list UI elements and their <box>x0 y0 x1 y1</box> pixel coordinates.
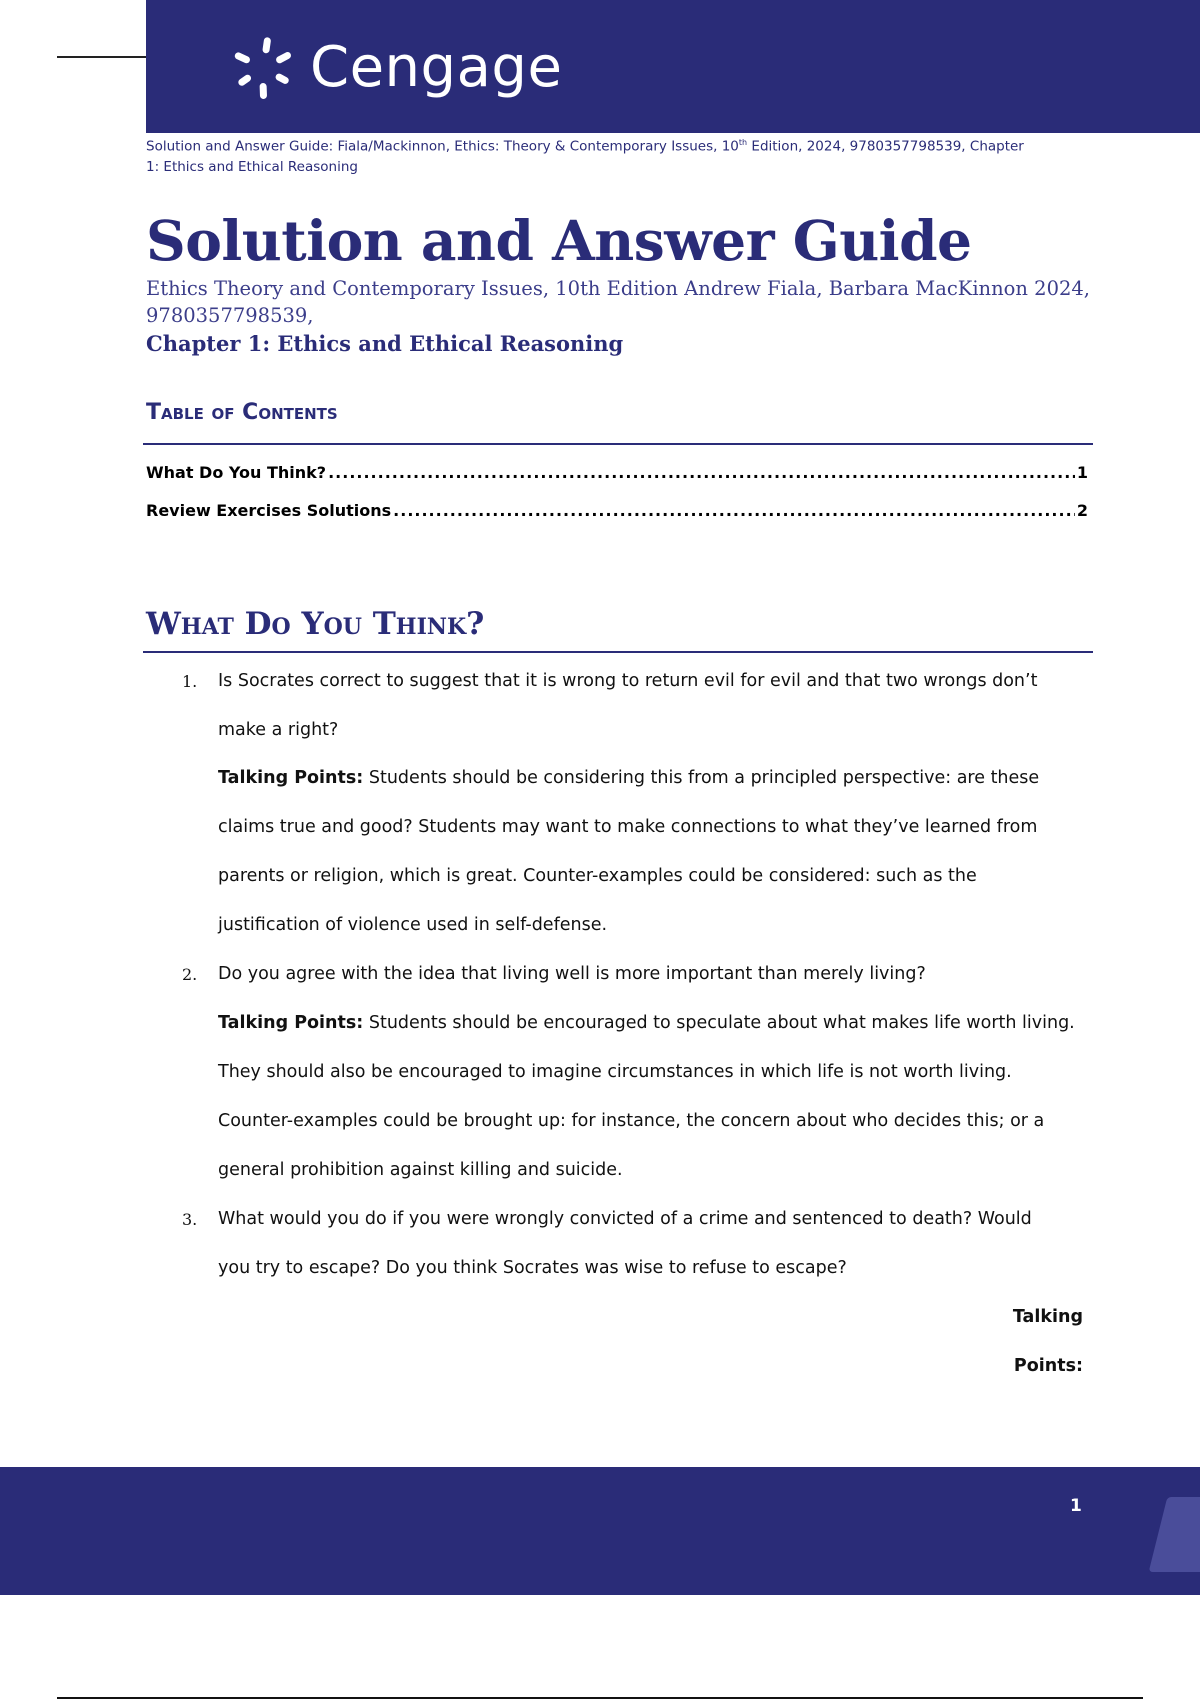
question-text: make a right? <box>218 720 339 740</box>
running-head-text-b: Edition, 2024, 9780357798539, Chapter <box>747 138 1024 155</box>
talking-points-label: Talking Points: <box>218 1013 364 1033</box>
running-head-line-1 <box>146 133 1086 157</box>
toc-rule <box>143 443 1093 445</box>
question-number: 2. <box>182 965 198 984</box>
toc-entry-label: What Do You Think? <box>146 463 327 482</box>
footer-band <box>0 1467 1200 1595</box>
document-subtitle <box>146 275 1106 329</box>
section-heading: What Do You Think? <box>146 606 485 642</box>
toc-entry-label: Review Exercises Solutions <box>146 501 392 520</box>
cengage-logo <box>228 30 562 105</box>
talking-points-text: claims true and good? Students may want to make connections to what they’ve learned from <box>218 817 1038 837</box>
footer-decorative-shape <box>1149 1497 1200 1572</box>
question-text: Is Socrates correct to suggest that it is wrong to return evil for evil and that two wrongs don’t <box>218 671 1038 691</box>
talking-points-text: parents or religion, which is great. Counter-examples could be considered: such as the <box>218 866 977 886</box>
talking-points-label: Talking Points: <box>218 768 364 788</box>
talking-points-text: justification of violence used in self-defense. <box>218 915 608 935</box>
toc-entry-page: 2 <box>1076 501 1088 520</box>
talking-points <box>218 1013 1075 1033</box>
top-left-rule <box>57 56 147 58</box>
toc-leader <box>393 501 1075 520</box>
cengage-burst-icon <box>228 33 298 103</box>
chapter-title: Chapter 1: Ethics and Ethical Reasoning <box>146 331 624 356</box>
bottom-rule <box>57 1697 1143 1699</box>
logo-wordmark: Cengage <box>310 35 563 100</box>
question-text: Do you agree with the idea that living well is more important than merely living? <box>218 964 926 984</box>
question-text: you try to escape? Do you think Socrates was wise to refuse to escape? <box>218 1258 847 1278</box>
toc-entry-page: 1 <box>1076 463 1088 482</box>
running-head-line-2: 1: Ethics and Ethical Reasoning <box>146 158 358 175</box>
toc-entry[interactable] <box>146 501 1088 520</box>
document-title: Solution and Answer Guide <box>146 208 972 273</box>
talking-points-text: general prohibition against killing and suicide. <box>218 1160 623 1180</box>
talking-points-text: They should also be encouraged to imagine circumstances in which life is not worth living. <box>218 1062 1012 1082</box>
toc-entry[interactable] <box>146 463 1088 482</box>
talking-points-text: Students should be considering this from a principled perspective: are these <box>363 768 1040 788</box>
talking-points-text: Counter-examples could be brought up: for instance, the concern about who decides this; or a <box>218 1111 1045 1131</box>
header-band <box>146 0 1200 133</box>
talking-points <box>218 768 1039 788</box>
toc-heading: Table of Contents <box>146 400 338 425</box>
running-head <box>146 133 1086 177</box>
question-text: What would you do if you were wrongly convicted of a crime and sentenced to death? Would <box>218 1209 1032 1229</box>
subtitle-line-1: Ethics Theory and Contemporary Issues, 10th Edition Andrew Fiala, Barbara MacKinnon 2024, <box>146 277 1090 300</box>
page-number: 1 <box>1070 1496 1082 1516</box>
talking-points-label: Points: <box>1013 1356 1083 1376</box>
running-head-sup: th <box>738 138 748 147</box>
running-head-text-a: Solution and Answer Guide: Fiala/Mackinnon, Ethics: Theory & Contemporary Issues, 10 <box>146 138 739 155</box>
subtitle-line-2: 9780357798539, <box>146 304 314 327</box>
toc-leader <box>328 463 1075 482</box>
section-rule <box>143 651 1093 653</box>
talking-points-text: Students should be encouraged to speculate about what makes life worth living. <box>363 1013 1075 1033</box>
talking-points-label: Talking <box>1012 1307 1083 1327</box>
question-number: 1. <box>182 672 198 691</box>
question-number: 3. <box>182 1210 198 1229</box>
